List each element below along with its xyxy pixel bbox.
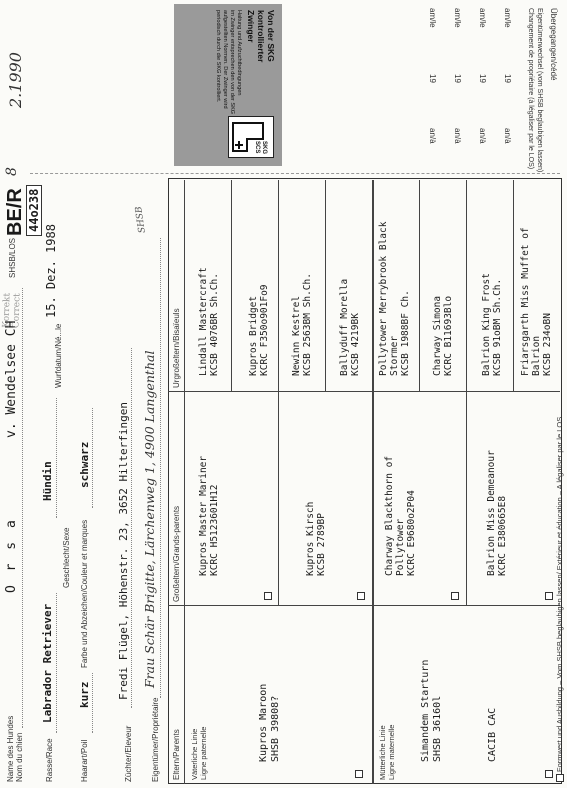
- dog-name: O r s a: [4, 517, 19, 593]
- dam-checkbox[interactable]: [545, 770, 553, 778]
- grandparent-1: Kupros Master Mariner KCRC H5123601H12: [198, 455, 220, 576]
- coat-value: kurz: [78, 681, 91, 708]
- file-ref: BE/R: [4, 188, 26, 236]
- handwritten-date: 2.1990: [6, 52, 25, 108]
- grandparent-1-checkbox[interactable]: [264, 592, 272, 600]
- great-grandparent-8: Friarsgarth Miss Muffet of Balrion KCSB 234oBN: [520, 227, 553, 376]
- skg-description: Haltung und Aufzuchtbedingungen im Zwinger entsprechen den von der SKG aufgestellten Normen. Der Zwinger wird periodisch durch die SKG kontrolliert.: [215, 10, 242, 115]
- file-number: 8: [4, 167, 20, 176]
- owner-stamp: SHSB: [134, 205, 148, 234]
- color-label: Farbe und Abzeichen/Couleur et marques: [80, 519, 89, 668]
- great-grandparent-5: Pollytower Merrybrook Black Stormer KCSB 1988BF Ch.: [378, 221, 411, 376]
- great-grandparent-1: Lindall Mastercraft KCSB 4076BR Sh.Ch.: [198, 267, 220, 376]
- footer-checkbox[interactable]: [556, 774, 564, 782]
- name-label: Name des Hundes Nom du chien: [6, 715, 24, 782]
- dam-title: CACIB CAC: [487, 707, 498, 762]
- paternal-line-label: Väterliche Linie Ligne paternelle: [190, 726, 208, 780]
- owner-label: Eigentümer/Propriétaire: [151, 697, 160, 782]
- sire-checkbox[interactable]: [355, 770, 363, 778]
- great-grandparent-4: Ballyduff Morella KCSB 4219BK: [339, 278, 361, 376]
- skg-title: Von der SKG kontrollierter Zwinger: [246, 10, 276, 63]
- grandparent-4-checkbox[interactable]: [545, 592, 553, 600]
- great-grandparent-6: Charway Simona KCRC B11693Blo: [432, 295, 454, 376]
- breeder-label: Züchter/Eleveur: [124, 725, 133, 782]
- skg-kennel-box: [174, 4, 282, 166]
- footer-note: Formwert und Ausbildung – Vom SHSB beglaubigen lassen/ Extérieur et éducation – A légaliser par le LOS.: [555, 414, 564, 772]
- sex-value: Hündin: [41, 461, 54, 501]
- great-grandparent-7: Balrion King Frost KCSB 91oBM Sh.Ch.: [481, 273, 503, 376]
- grandparent-3: Charway Blackthorn of Pollytower KCRC E9680o2P04: [384, 455, 417, 576]
- grandparent-4: Balrion Miss Demeanour KCRC E380665E8: [486, 450, 508, 576]
- grandparent-3-checkbox[interactable]: [451, 592, 459, 600]
- maternal-line-label: Mütterliche Linie Ligne maternelle: [378, 724, 396, 780]
- birth-label: Wurfdatum/Né...le: [54, 323, 63, 388]
- transfer-label: Übergegangen/cédé: [549, 8, 558, 81]
- color-value: schwarz: [78, 441, 91, 488]
- dam: Simandem Starturn SHSB 36160l: [420, 659, 443, 762]
- col-great-grandparents: Urgroßeltern/Bisaïeuls: [172, 308, 181, 388]
- great-grandparent-2: Kupros Bridget KCRC F350o901Fo9: [248, 284, 270, 376]
- race-label: Rasse/Race: [45, 738, 54, 782]
- owner-value: Frau Schär Brigitte, Lärchenweg 1, 4900 Langenthal: [142, 350, 157, 688]
- sire: Kupros Maroon SHSB 39808?: [258, 683, 281, 762]
- great-grandparent-3: Newinn Kestrel KCSB 2563BM Sh.Ch.: [291, 273, 313, 376]
- breeder-value: Fredi Flügel, Höhenstr. 23, 3652 Hilterfingen: [117, 401, 130, 700]
- owner-change-panel: Übergegangen/cédé Eigentümerwechsel (vom SHSB beglaubigen lassen) Changement de propriétaire (à légaliser par le LOS) am/le 19 an/à am/le 19 an/à am/le 19 an/à am/le 19 an/à Von der SKG kontrollierter Zwinger Haltung und Aufzuchtbedingungen im Zwinger entsprechen den von der SKG aufgestellten Normen. Der Zwinger wird periodisch durch die SKG kontrolliert. SKG SCS: [170, 4, 562, 170]
- sex-label: Geschlecht/Sexe: [62, 527, 71, 588]
- grandparent-2: Kupros Kirsch KCSB 2789BP: [305, 501, 327, 576]
- birth-date: 15. Dez. 1988: [44, 224, 58, 318]
- race-value: Labrador Retriever: [41, 603, 54, 723]
- shsb-label: SHSB/LOS: [8, 237, 17, 278]
- owner-change-text: Eigentümerwechsel (vom SHSB beglaubigen lassen) Changement de propriétaire (à légaliser par le LOS): [527, 8, 543, 173]
- kennel-name: v. Wendelsee CH: [4, 320, 19, 438]
- grandparent-2-checkbox[interactable]: [357, 592, 365, 600]
- col-parents: Eltern/Parents: [172, 729, 181, 780]
- coat-label: Haarart/Poil: [80, 739, 89, 782]
- registration-number: 44o238: [26, 185, 42, 236]
- skg-logo: SKG SCS: [228, 116, 274, 158]
- col-grandparents: Großeltern/Grands-parents: [172, 505, 181, 602]
- correct-stamp: Korrekt Correct: [1, 292, 23, 329]
